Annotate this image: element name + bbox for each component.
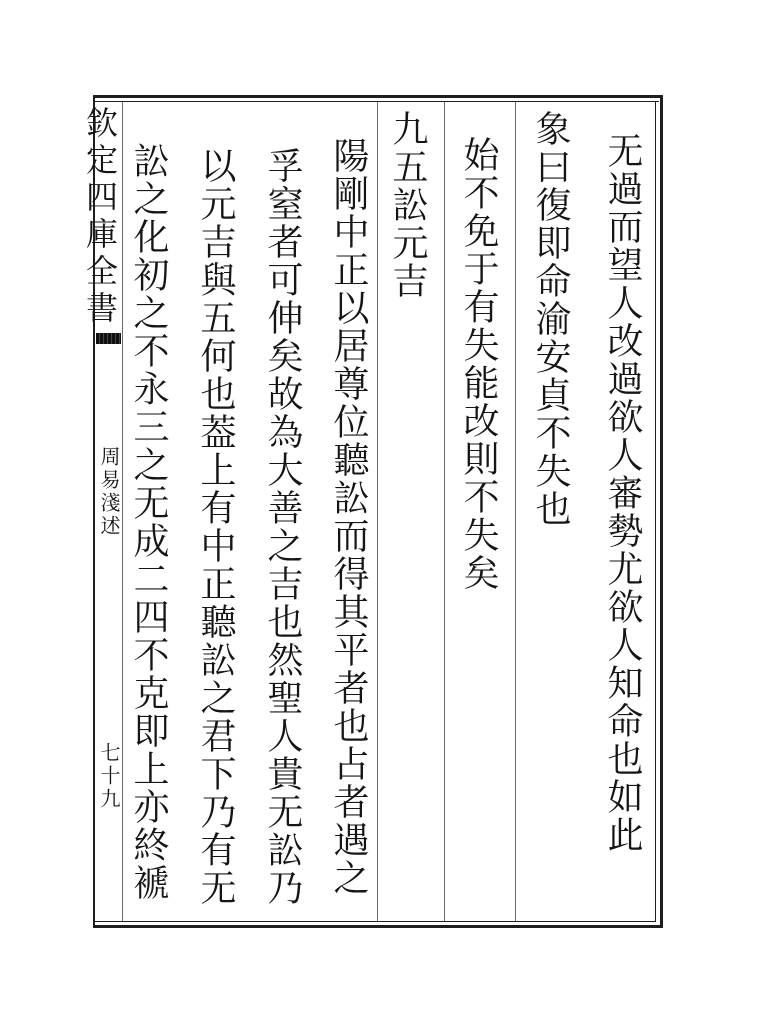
text-column-6: 孚窒者可伸矣故為大善之吉也然聖人貴无訟乃 — [262, 147, 303, 907]
frame-bottom-inner-border — [93, 921, 656, 922]
text-column-1: 无過而望人改過欲人審勢尤欲人知命也如此 — [602, 132, 643, 854]
column-rule — [377, 102, 378, 921]
text-column-5: 陽剛中正以居尊位聽訟而得其平者也占者遇之 — [328, 137, 369, 897]
frame-right-inner-border — [655, 101, 656, 922]
column-rule — [515, 102, 516, 921]
text-column-7: 以元吉與五何也葢上有中正聽訟之君下乃有无 — [195, 147, 236, 907]
text-column-2: 象曰復即命渝安貞不失也 — [530, 110, 571, 528]
banner-title: 欽定四庫全書 — [81, 106, 119, 328]
frame-right-border — [660, 95, 663, 928]
text-column-4-heading: 九五訟元吉 — [387, 110, 428, 300]
banner-area — [81, 102, 121, 330]
book-title: 周易淺述 — [97, 446, 121, 538]
page-number: 七十九 — [97, 742, 121, 811]
frame-top-inner-border — [93, 101, 659, 102]
text-column-3: 始不免于有失能改則不失矣 — [458, 136, 499, 592]
fish-tail-mark — [96, 333, 121, 344]
frame-top-border — [93, 95, 663, 98]
banner-rule — [122, 102, 123, 921]
column-rule — [444, 102, 445, 921]
frame-bottom-border — [93, 925, 663, 928]
text-column-8: 訟之化初之不永三之无成二四不克即上亦終褫 — [128, 142, 169, 902]
